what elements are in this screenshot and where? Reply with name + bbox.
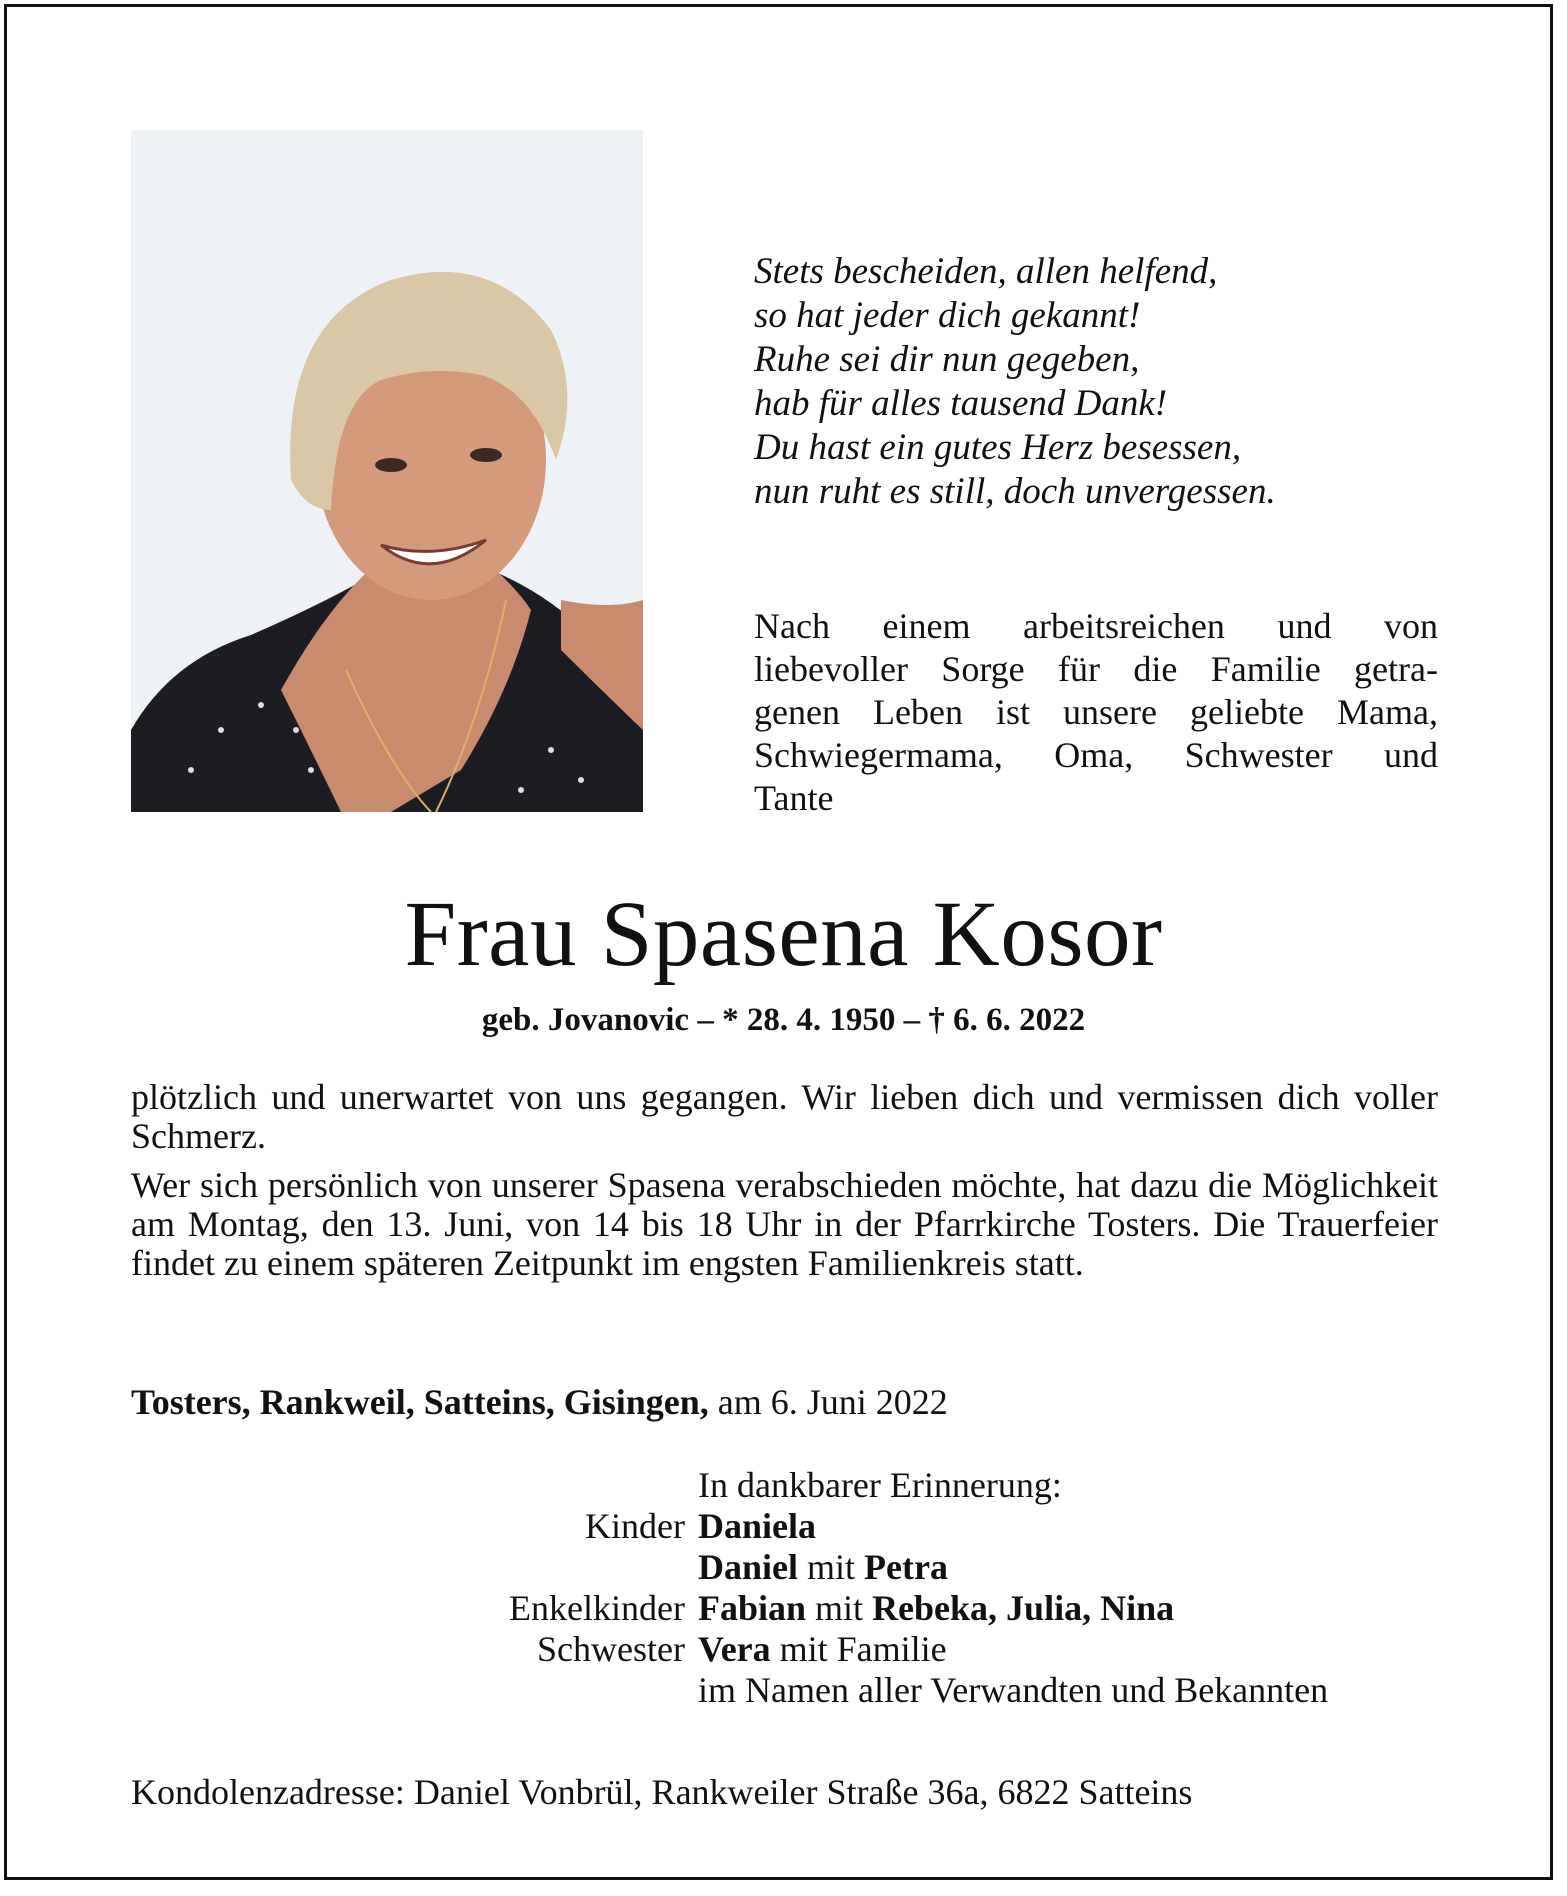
family-row [131, 1588, 1438, 1629]
family-name: Vera [698, 1629, 771, 1669]
body-paragraph: plötzlich und unerwartet von uns gegangen. Wir lieben dich und vermissen dich voller Schmerz. [131, 1077, 1438, 1156]
family-connector: mit [806, 1588, 873, 1628]
poem-line: nun ruht es still, doch unvergessen. [754, 471, 1276, 512]
death-marker: – † [895, 1002, 954, 1038]
family-connector: mit [798, 1547, 865, 1587]
portrait-photo [131, 130, 643, 812]
birth-date: 28. 4. 1950 [746, 1002, 896, 1038]
poem-line: so hat jeder dich gekannt! [754, 295, 1141, 336]
death-date: 6. 6. 2022 [953, 1002, 1086, 1038]
body-text [131, 1078, 1438, 1293]
place-towns: Tosters, Rankweil, Satteins, Gisingen, [131, 1382, 709, 1422]
relation-label: Kinder [585, 1506, 685, 1546]
relation-label: Schwester [537, 1629, 685, 1669]
family-row [131, 1670, 1438, 1711]
born-marker: – * [689, 1002, 747, 1038]
intro-line: liebevoller Sorge für die Familie getra- [754, 649, 1438, 689]
relation-label: Enkelkinder [509, 1588, 685, 1628]
poem-line: hab für alles tausend Dank! [754, 383, 1168, 424]
family-row [131, 1506, 1438, 1547]
family-row [131, 1629, 1438, 1670]
poem-line: Du hast ein gutes Herz besessen, [754, 427, 1242, 468]
family-heading-row [131, 1465, 1438, 1506]
place-date [131, 1382, 1438, 1422]
portrait-photo-icon [131, 130, 643, 812]
intro-line: Tante [754, 778, 834, 818]
poem-line: Stets bescheiden, allen helfend, [754, 251, 1218, 292]
intro-line: genen Leben ist unsere geliebte Mama, [754, 692, 1438, 732]
deceased-dates [0, 1000, 1567, 1040]
condolence-address: Kondolenzadresse: Daniel Vonbrül, Rankweiler Straße 36a, 6822 Satteins [131, 1772, 1193, 1812]
family-row [131, 1547, 1438, 1588]
family-name: Daniela [698, 1506, 817, 1546]
deceased-name: Frau Spasena Kosor [404, 883, 1163, 986]
intro-line: Schwiegermama, Oma, Schwester und [754, 735, 1438, 775]
family-heading: In dankbarer Erinnerung: [698, 1465, 1062, 1505]
poem [754, 250, 1454, 514]
body-paragraph: Wer sich persönlich von unserer Spasena verabschieden möchte, hat dazu die Möglichkeit am Montag, den 13. Juni, von 14 bis 18 Uhr in der Pfarrkirche Tosters. Die Trauerfeier findet zu einem späteren Zeitpunkt im engsten Familienkreis statt. [131, 1165, 1438, 1283]
family-connector: mit Familie [770, 1629, 947, 1669]
intro-text [754, 605, 1438, 820]
family-name: Daniel [698, 1547, 799, 1587]
poem-line: Ruhe sei dir nun gegeben, [754, 339, 1140, 380]
family-closing: im Namen aller Verwandten und Bekannten [698, 1670, 1329, 1710]
family-name: Fabian [698, 1588, 807, 1628]
family-list [131, 1465, 1438, 1711]
place-date-text: am 6. Juni 2022 [708, 1382, 948, 1422]
family-name: Petra [864, 1547, 948, 1587]
family-name: Rebeka, Julia, Nina [872, 1588, 1175, 1628]
intro-line: Nach einem arbeitsreichen und von [754, 606, 1438, 646]
maiden-name: geb. Jovanovic [481, 1002, 690, 1038]
